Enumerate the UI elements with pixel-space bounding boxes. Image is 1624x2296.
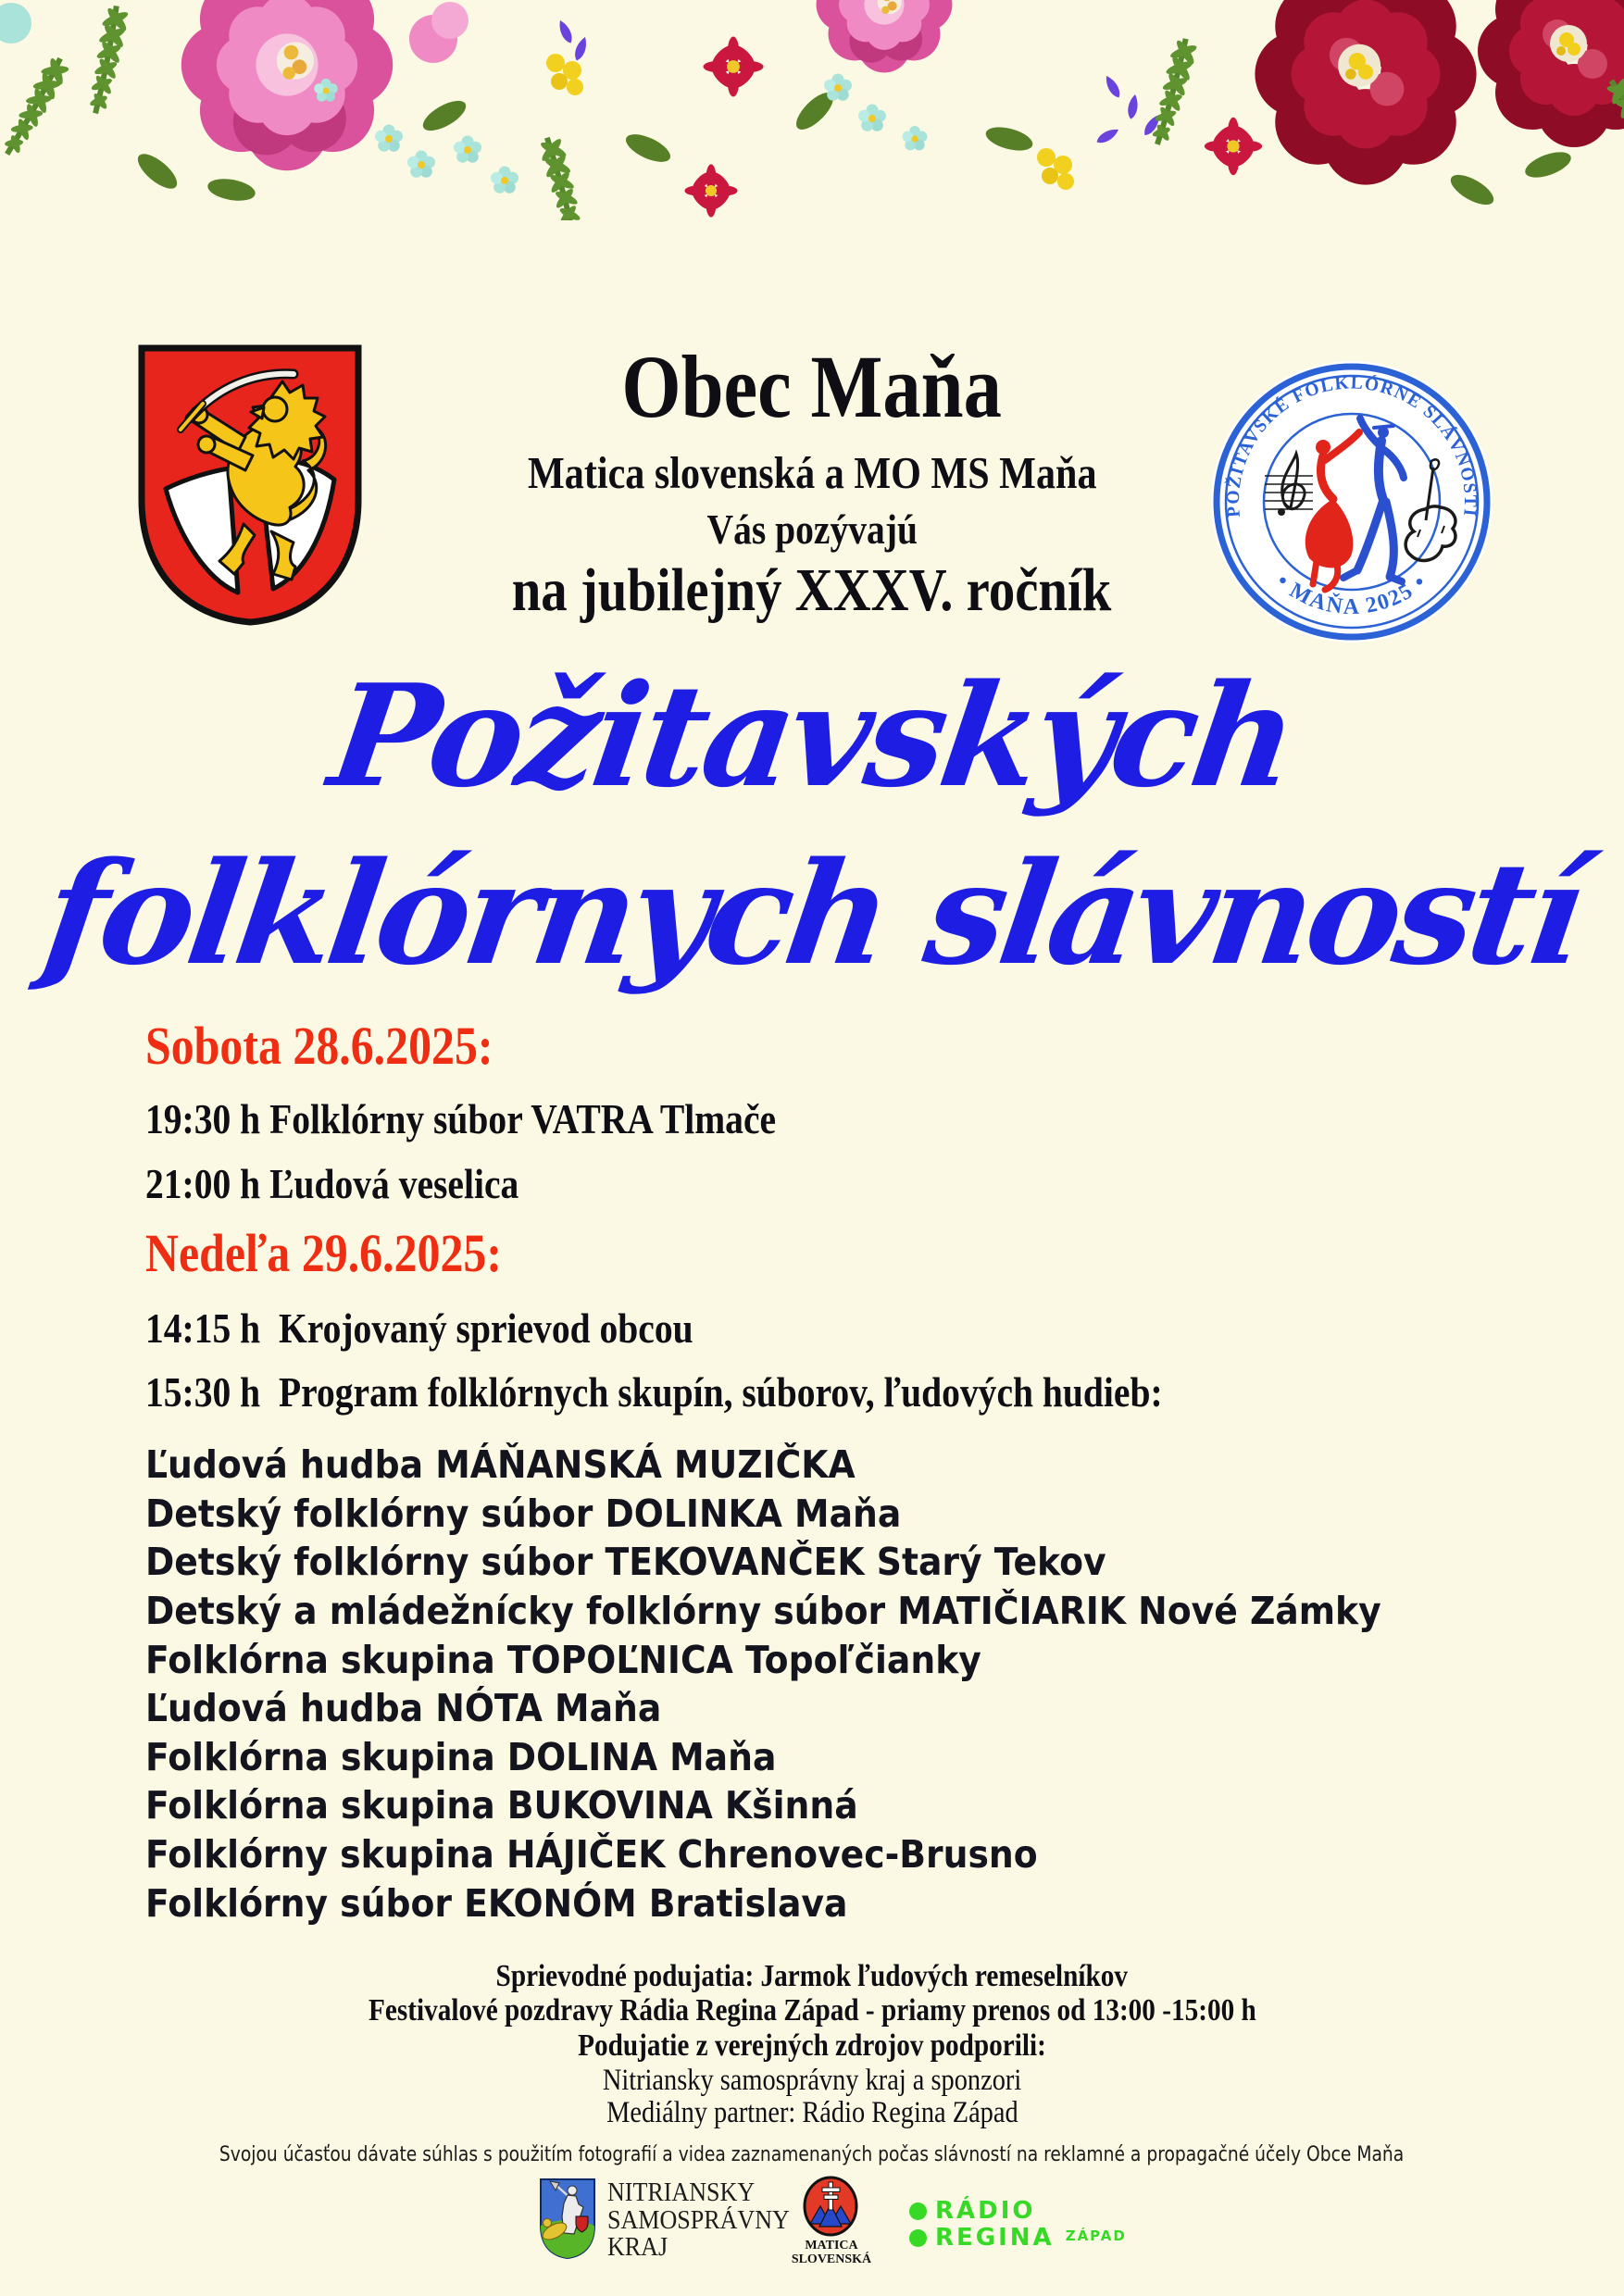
festival-logo — [1211, 361, 1493, 643]
list-item: Detský folklórny súbor TEKOVANČEK Starý Tekov — [145, 1540, 1106, 1585]
radio-row-2: REGINA ZÁPAD — [909, 2225, 1127, 2251]
saturday-item-1: 19:30 h Folklórny súbor VATRA Tlmače — [145, 1095, 777, 1142]
organizer-line: Matica slovenská a MO MS Maňa — [527, 447, 1097, 498]
floral-left-cluster — [0, 0, 518, 204]
radio-row-1: RÁDIO — [909, 2198, 1127, 2224]
nitriansky-kraj-logo — [539, 2177, 596, 2259]
sunday-item-2: 15:30 h Program folklórnych skupín, súborov, ľudových hudieb: — [145, 1368, 1163, 1416]
nitriansky-kraj-label: NITRIANSKY SAMOSPRÁVNY KRAJ — [607, 2178, 790, 2262]
invitation-line: Vás pozývajú — [706, 505, 918, 553]
media-partner-line: Mediálny partner: Rádio Regina Západ — [606, 2096, 1018, 2129]
list-item: Folklórna skupina DOLINA Maňa — [145, 1734, 777, 1779]
matica-slovenska-logo — [802, 2176, 859, 2237]
matica-slovenska-label: MATICA SLOVENSKÁ — [791, 2239, 872, 2266]
floral-right-cluster — [983, 0, 1624, 211]
photo-consent-disclaimer: Svojou účasťou dávate súhlas s použitím fotografií a videa zaznamenaných počas slávností na reklamné a propagačné účely Obce Maňa — [219, 2143, 1405, 2166]
list-item: Folklórny súbor EKONÓM Bratislava — [145, 1880, 848, 1926]
list-item: Folklórny skupina HÁJIČEK Chrenovec-Brusno — [145, 1832, 1038, 1878]
list-item: Folklórna skupina BUKOVINA Kšinná — [145, 1783, 858, 1828]
poster-title-text: Obec Maňa — [621, 337, 1003, 436]
list-item: Ľudová hudba MÁŇANSKÁ MUZIČKA — [145, 1442, 856, 1488]
performers-list — [145, 1441, 1489, 1928]
floral-embroidery-border — [0, 0, 1624, 220]
main-title-line2: folklórnych slávností — [34, 830, 1590, 996]
edition-line: na jubilejný XXXV. ročník — [512, 556, 1112, 624]
logo-arc-top-text: POŽITAVSKÉ FOLKLÓRNE SLÁVNOSTI — [1223, 373, 1480, 518]
sponsors-line: Nitriansky samosprávny kraj a sponzori — [602, 2064, 1022, 2097]
saturday-heading: Sobota 28.6.2025: — [145, 1016, 493, 1076]
main-title-line1: Požitavských — [321, 653, 1304, 818]
side-events-line: Sprievodné podujatia: Jarmok ľudových remeselníkov — [495, 1959, 1129, 1993]
list-item: Detský a mládežnícky folklórny súbor MATIČIARIK Nové Zámky — [145, 1589, 1381, 1634]
list-item: Ľudová hudba NÓTA Maňa — [145, 1686, 662, 1731]
radio-regina-logo — [909, 2198, 1127, 2252]
sunday-item-1: 14:15 h Krojovaný sprievod obcou — [145, 1304, 693, 1352]
list-item: Folklórna skupina TOPOĽNICA Topoľčianky — [145, 1637, 981, 1682]
saturday-item-2: 21:00 h Ľudová veselica — [145, 1160, 519, 1207]
floral-center-cluster — [535, 0, 952, 220]
sunday-heading: Nedeľa 29.6.2025: — [145, 1223, 502, 1283]
public-funding-line: Podujatie z verejných zdrojov podporili: — [578, 2028, 1046, 2063]
radio-dot-icon — [909, 2229, 927, 2247]
radio-broadcast-line: Festivalové pozdravy Rádia Regina Západ - priamy prenos od 13:00 -15:00 h — [368, 1993, 1256, 2028]
radio-region-label: ZÁPAD — [1065, 2227, 1127, 2244]
logo-arc-bottom-text: • MAŇA 2025 • — [1271, 569, 1432, 619]
radio-dot-icon — [909, 2202, 927, 2220]
list-item: Detský folklórny súbor DOLINKA Maňa — [145, 1491, 902, 1536]
